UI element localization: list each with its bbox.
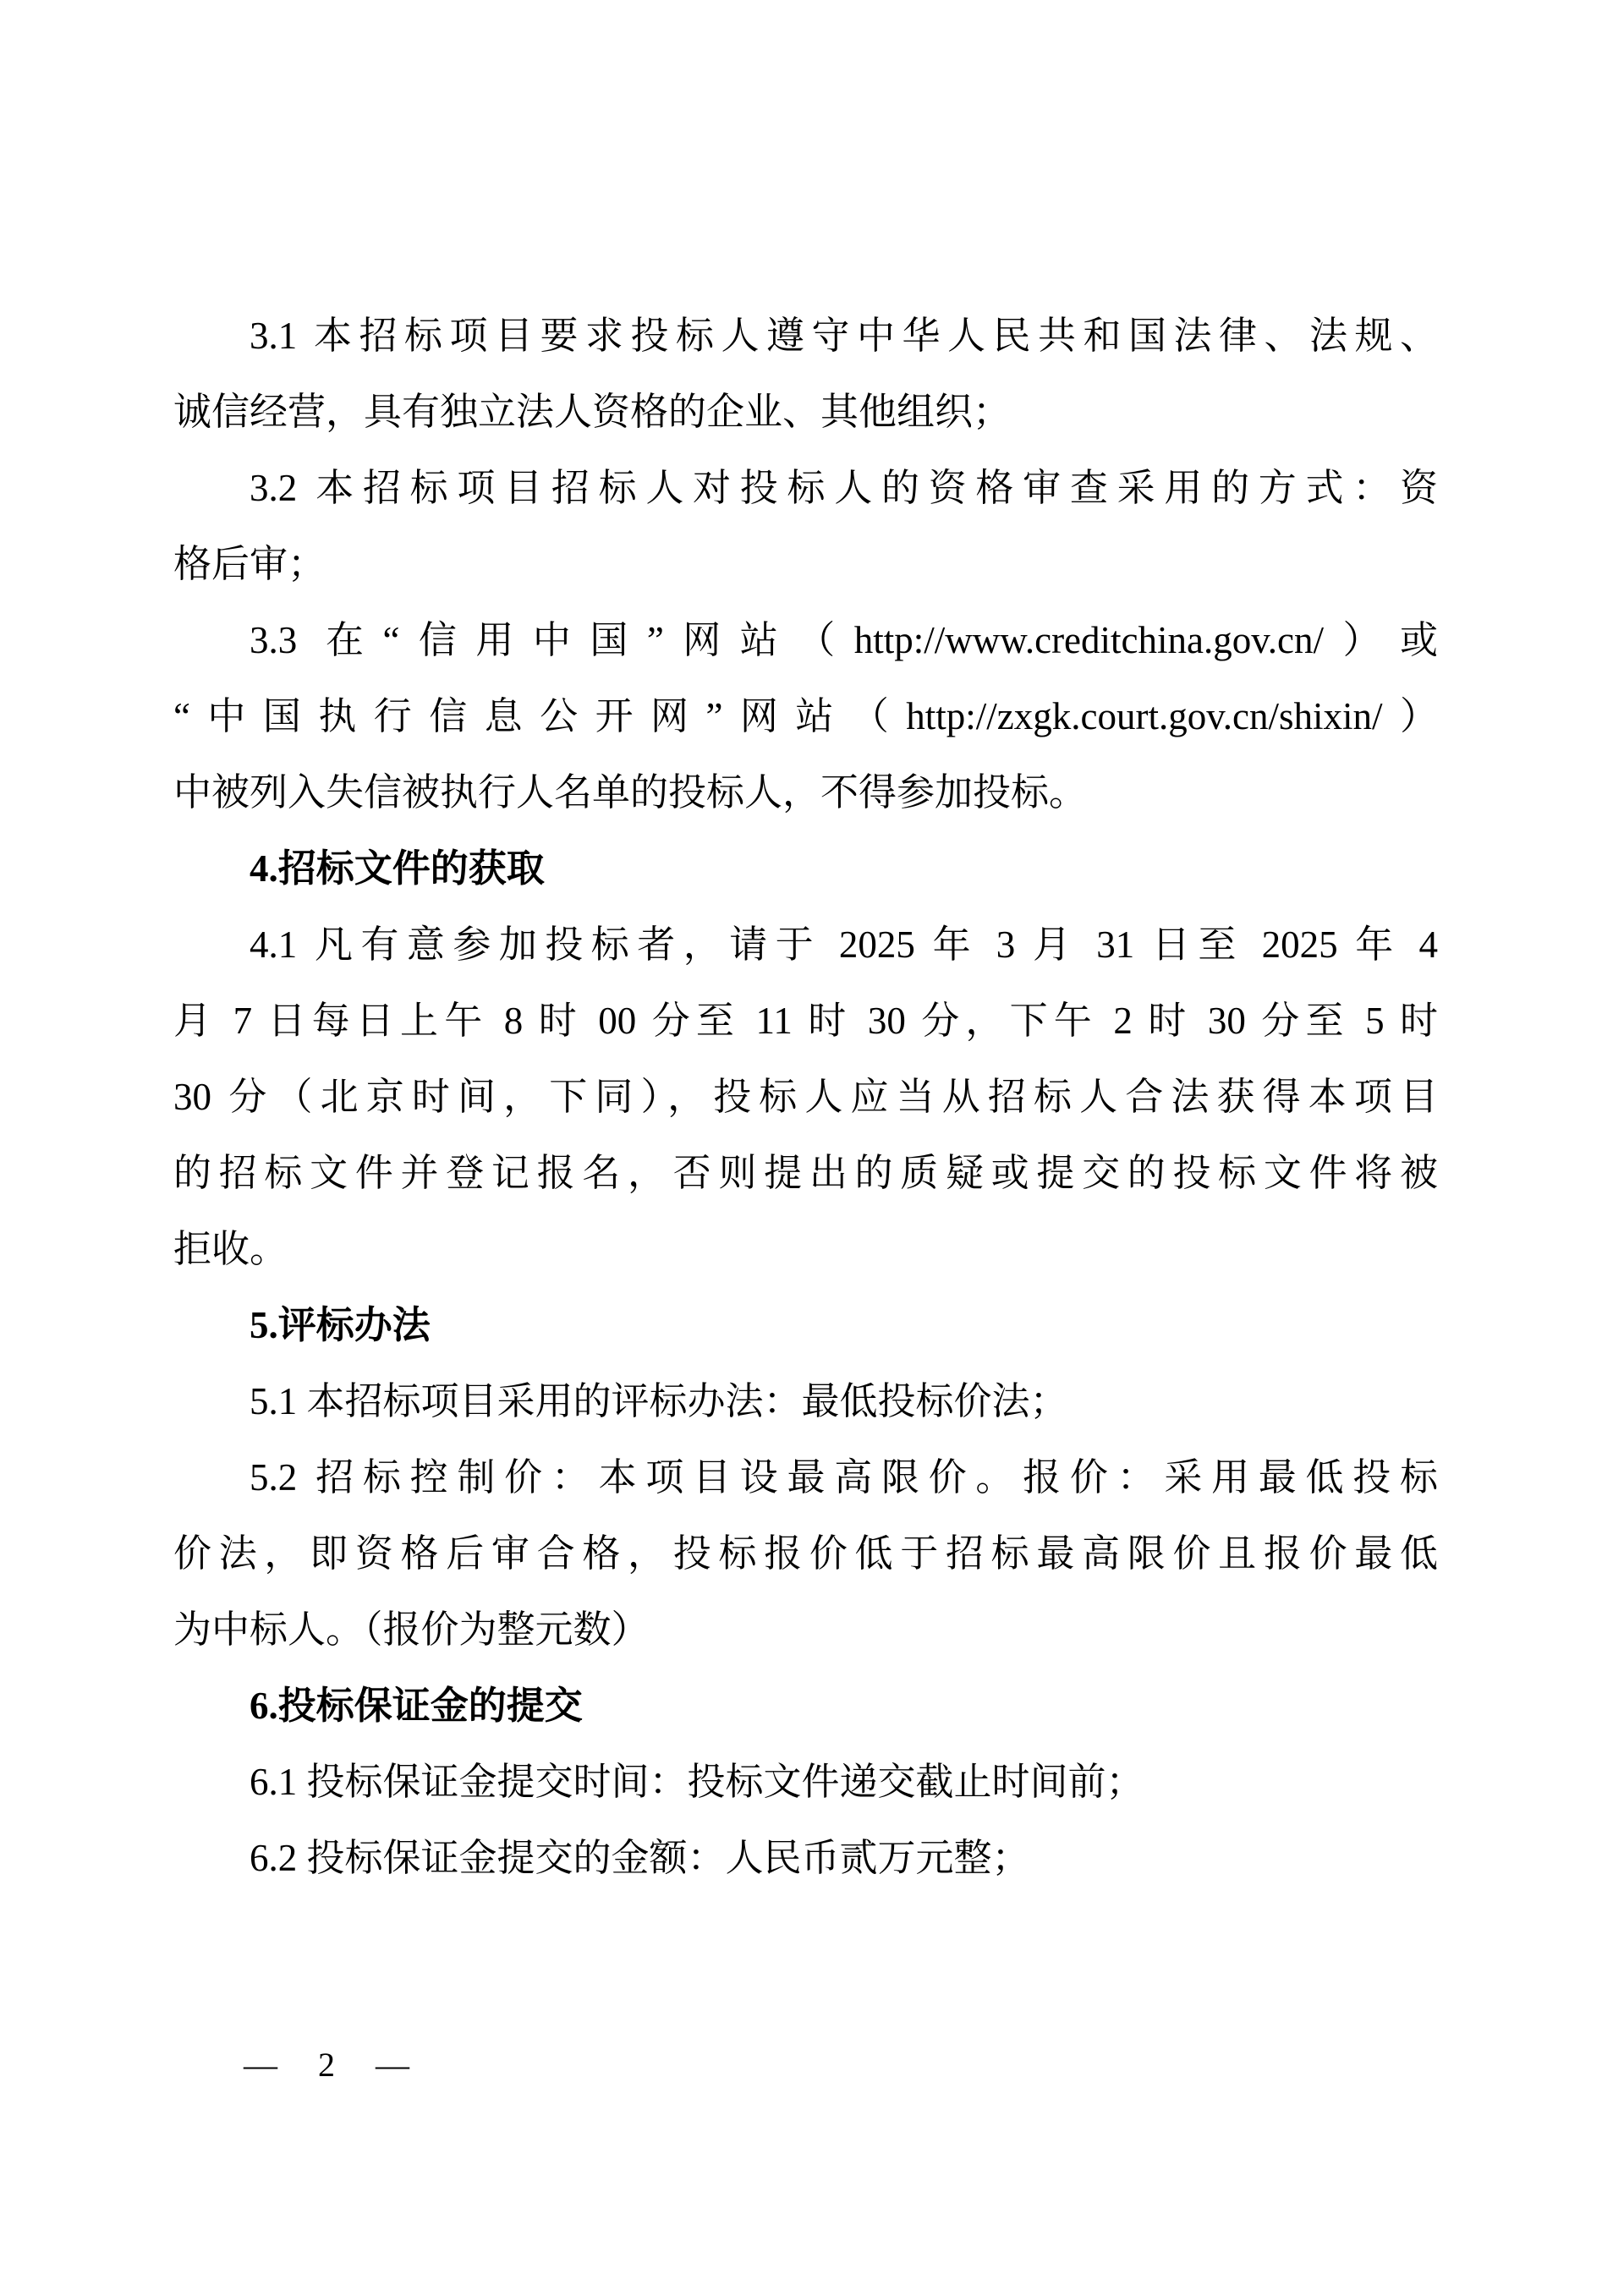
document-body <box>173 298 1438 1896</box>
text-line: 4.1 凡有意参加投标者，请于 2025 年 3 月 31 日至 2025 年 4 <box>250 923 1438 966</box>
text-line: 拒收。 <box>173 1228 288 1270</box>
section-heading: 5.评标办法 <box>250 1304 431 1346</box>
text-line: 的招标文件并登记报名，否则提出的质疑或提交的投标文件将被 <box>173 1152 1438 1194</box>
text-line: 价法，即资格后审合格，投标报价低于招标最高限价且报价最低 <box>173 1532 1438 1575</box>
text-line: 30 分（北京时间，下同），投标人应当从招标人合法获得本项目 <box>173 1076 1438 1118</box>
text-line: 为中标人。（报价为整元数） <box>173 1608 650 1651</box>
text-line: 中被列入失信被执行人名单的投标人，不得参加投标。 <box>173 771 1088 814</box>
text-line: 6.1 投标保证金提交时间：投标文件递交截止时间前； <box>250 1761 1144 1803</box>
text-line: 格后审； <box>173 543 326 585</box>
text-line: 5.2 招标控制价：本项目设最高限价。报价：采用最低投标 <box>250 1456 1438 1499</box>
text-line: 5.1 本招标项目采用的评标办法：最低投标价法； <box>250 1380 1068 1422</box>
section-heading: 4.招标文件的获取 <box>250 847 545 890</box>
text-line: 3.3 在“信用中国”网站（http://www.creditchina.gov.cn/）或 <box>250 619 1438 661</box>
text-line: 3.2 本招标项目招标人对投标人的资格审查采用的方式：资 <box>250 467 1438 509</box>
page-number: — 2 — <box>244 2046 414 2084</box>
text-line: “中国执行信息公开网”网站（http://zxgk.court.gov.cn/shixin/） <box>173 695 1438 737</box>
text-line: 月 7 日每日上午 8 时 00 分至 11 时 30 分，下午 2 时 30 分至 5 时 <box>173 1000 1438 1042</box>
section-heading: 6.投标保证金的提交 <box>250 1685 583 1727</box>
text-line: 诚信经营，具有独立法人资格的企业、其他组织； <box>173 391 1012 433</box>
text-line: 3.1 本招标项目要求投标人遵守中华人民共和国法律、法规、 <box>250 315 1438 357</box>
text-line: 6.2 投标保证金提交的金额：人民币贰万元整； <box>250 1837 1030 1879</box>
